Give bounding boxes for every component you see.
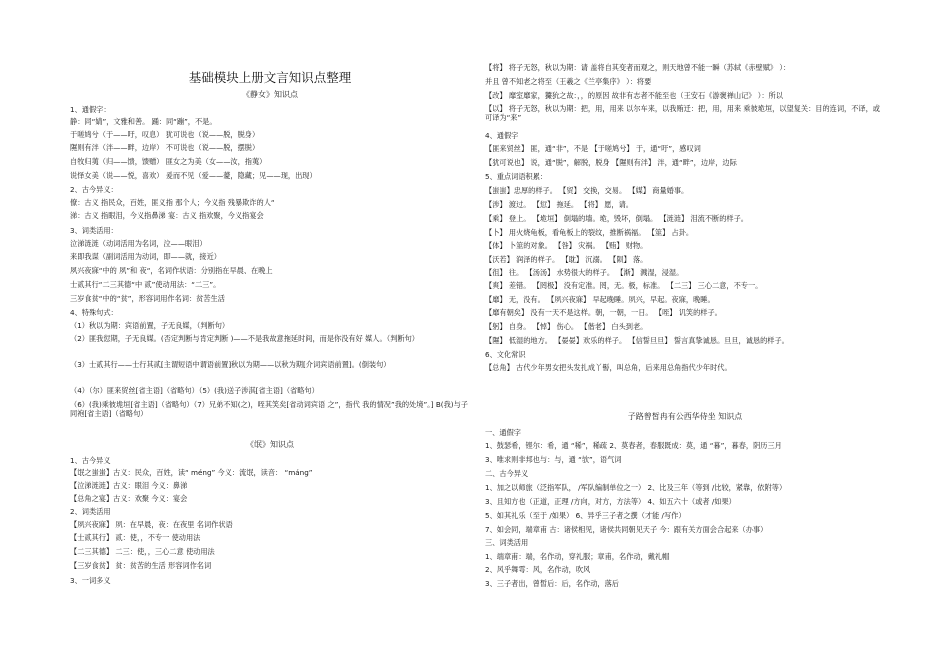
body-line: 并且 曾不知老之将至（王羲之《兰亭集序》 ）：将要	[485, 77, 652, 86]
jingnv-line: 于嗟鸠兮（于——吁，叹息） 犹可说也（说——脱，脱身）	[70, 130, 260, 139]
nv-line: 【氓之蚩蚩】古义：民众，百姓，读“ méng” 今义：流氓，读音： “máng”	[70, 468, 313, 477]
nv-line: 【夙兴夜寐】 夙：在早晨，夜：在夜里 名词作状语	[70, 520, 233, 529]
zilu-line: 二、古今异义	[485, 469, 529, 478]
document-title: 基础模块上册文言知识点整理	[188, 70, 352, 85]
body-line: 【躬】 自身。 【悼】 伤心。 【偕老】 白头到老。	[485, 322, 648, 331]
zilu-line: 三、词类活用	[485, 538, 529, 547]
body-line: 【以】 将子无怒，秋以为期：把，用，用来 以尔车来，以我贿迁：把，用，用来 乘彼垝垣，以望复关：目的连词，不译，或可译为“来”	[485, 104, 880, 122]
body-line: 5、重点词语积累：	[485, 172, 548, 181]
nv-line: 【三岁食贫】 贫：贫苦的生活 形容词作名词	[70, 561, 212, 570]
zilu-line: 5、如其礼乐（至于 /如果） 6、异乎三子者之撰（才能 /写作）	[485, 511, 686, 520]
zilu-heading: 子路曾皙冉有公西华侍坐 知识点	[627, 412, 743, 421]
body-line: 4、通假字	[485, 131, 519, 140]
jingnv-line: 说怿女美（说——悦，喜欢） 爰而不见（爱——薆，隐藏；见——现，出现）	[70, 171, 317, 180]
zilu-line: 1、鼓瑟希，铿尔：希，通 “稀”，稀疏 2、莫春者，春服既成：莫，通 “暮”，暮春，阴历三月	[485, 441, 782, 450]
jingnv-line: （3）士贰其行——士行其贰[主谓短语中谓语前置]秋以为期——以秋为期[介词宾语前置]。(倒装句）	[70, 360, 391, 369]
body-line: 【将】 将子无怒，秋以为期：请 盖将自其变者而观之，则天地曾不能一瞬（苏轼《赤壁赋》 ）：	[485, 63, 791, 72]
body-line: 【隰】 低湿的地方。 【晏晏】欢乐的样子。 【信誓旦旦】 誓言真挚诚恳。旦旦，诚恳的样子。	[485, 336, 789, 345]
jingnv-line: 士贰其行“二三其德“中 贰”使动用法：“二三”。	[70, 280, 221, 289]
body-line: 【沃若】 润泽的样子。 【耽】 沉溺。 【陨】 落。	[485, 255, 648, 264]
body-line: 【体】 卜筮的对象。 【咎】 灾祸。 【贿】 财物。	[485, 241, 648, 250]
jingnv-line: 3、词类活用：	[70, 226, 118, 235]
body-line: 【匪来贸丝】 匪，通“非”，不是 【于嗟鸠兮】 于，通“吁”，感叹词	[485, 144, 701, 153]
body-line: 【徂】 往。 【汤汤】 水势很大的样子。 【渐】 溅湿，浸湿。	[485, 268, 684, 277]
zilu-line: 7、如会同，端章甫 古：诸侯相见，诸侯共同朝见天子 今：跟有关方面会合起来（办事）	[485, 525, 768, 534]
jingnv-line: 泣涕涟涟（动词活用为名词，泣——眼泪）	[70, 239, 207, 248]
body-line: 【卜】 用火烧龟板，看龟板上的裂纹，推断祸福。 【筮】 占卦。	[485, 228, 694, 237]
zilu-line: 3、三子者出，曾皙后：后，名作动，落后	[485, 579, 619, 588]
body-line: 【乘】 登上。 【垝垣】 倒塌的墙。垝，毁坏，倒塌。 【涟涟】 泪流不断的样子。	[485, 214, 748, 223]
body-line: 【靡有朝矣】 没有一天不是这样。朝，一朝，一日。 【咥】 讥笑的样子。	[485, 308, 722, 317]
jingnv-line: 4、特殊句式：	[70, 308, 118, 317]
jingnv-line: 三岁食贫“中的“贫”，形容词用作名词：贫苦生活	[70, 294, 225, 303]
right-column	[485, 0, 885, 658]
jingnv-line: （6）(我)乘彼垝垣[省主语]（省略句）（7）兄弟不知(之)，咥其笑矣[省动词宾语 之”，指代 我的情况”我的处境”。] B(我)与子同袍[省主语]（省略句）	[70, 400, 468, 418]
body-line: 【爽】 差错。 【罔极】 没有定准。罔，无。极，标准。 【二三】 三心二意，不专一。	[485, 281, 763, 290]
jingnv-line: （4）（尔）匪来贸丝[省主语]（省略句）（5）(我)送子涉淇[省主语]（省略句）	[70, 386, 319, 395]
zilu-line: 3、且知方也（正道，正理 /方向，对方，方法等） 4、如五六十（或者 /如果）	[485, 497, 736, 506]
nv-line: 【总角之宴】古义：欢聚 今义：宴会	[70, 494, 188, 503]
zilu-line: 一、通假字	[485, 428, 521, 437]
jingnv-line: 夙兴夜寐“中的 夙”和 夜“，名词作状语：分别指在早晨、在晚上	[70, 266, 273, 275]
nv-line: 3、一词多义	[70, 576, 111, 585]
jingnv-line: 1、通假字：	[70, 105, 111, 114]
jingnv-line: （1）秋以为期：宾语前置，子无良媒，（判断句）	[70, 321, 230, 330]
jingnv-heading: 《静女》知识点	[242, 90, 298, 99]
body-line: 【涉】 渡过。 【愆】 拖延。 【将】 愿，请。	[485, 200, 633, 209]
zilu-line: 3、唯求则非邦也与：与，通 “欤”，语气词	[485, 455, 622, 464]
body-line: 【改】 靡室靡家，玁狁之故：，，的原因 故非有志者不能至也（王安石《游褒禅山记》 ）：所以	[485, 91, 783, 100]
jingnv-line: 自牧归荑（归——馈，馈赠） 匪女之为美（女——汝，指荑）	[70, 157, 267, 166]
jingnv-line: 来即我谋（副词活用为动词，即——就，接近）	[70, 252, 221, 261]
body-line: 【靡】 无，没有。 【夙兴夜寐】 早起晚睡。夙兴，早起。夜寐，晚睡。	[485, 295, 715, 304]
zilu-line: 1、加之以师旅（泛指军队， /军队编制单位之一） 2、比及三年（等到 /比较，紧靠，依附等）	[485, 483, 787, 492]
nv-line: 【二三其德】 二三：使，，三心二意 使动用法	[70, 547, 215, 556]
body-line: 【蚩蚩】忠厚的样子。 【贸】 交换，交易。 【媒】 商量婚事。	[485, 186, 689, 195]
jingnv-line: 涕：古义 指眼泪，今义指鼻涕 宴：古义 指欢聚，今义指宴会	[70, 211, 264, 220]
body-line: 6、文化常识	[485, 350, 526, 359]
body-line: 【总角】 古代少年男女把头发扎成丫髻，叫总角，后来用总角指代少年时代。	[485, 363, 732, 372]
nv-line: 【士贰其行】 贰：使，，不专一 使动用法	[70, 533, 201, 542]
nv-line: 【泣涕涟涟】古义：眼泪 今义：鼻涕	[70, 481, 188, 490]
body-line: 【犹可说也】 说，通“脱”，解脱，脱身 【隰则有泮】 泮，通“畔”，边岸，边际	[485, 158, 737, 167]
zilu-line: 2、风乎舞雩：风，名作动，吹风	[485, 565, 591, 574]
jingnv-line: （2）匪我愆期，子无良媒。(否定判断与肯定判断 )——不是我故意拖延时间，而是你没有好 媒人。（判断句）	[70, 334, 419, 343]
jingnv-line: 僚：古义 指民众，百姓，匪义指 那个人；今义指 残暴欺诈的人“	[70, 198, 275, 207]
jingnv-line: 隰则有泮（泮——畔，边岸） 不可说也（说——脱，摆脱）	[70, 143, 260, 152]
nv-line: 2、词类活用	[70, 507, 111, 516]
jingnv-line: 静：同“婧”，文雅和善。 踊：同“蹦”，不是。	[70, 117, 217, 126]
nv-heading: 《氓》知识点	[246, 440, 294, 449]
left-column	[70, 0, 470, 658]
jingnv-line: 2、古今异义：	[70, 185, 118, 194]
nv-line: 1、古今异义	[70, 456, 111, 465]
zilu-line: 1、端章甫：端，名作动，穿礼服；章甫，名作动，戴礼帽	[485, 552, 670, 561]
